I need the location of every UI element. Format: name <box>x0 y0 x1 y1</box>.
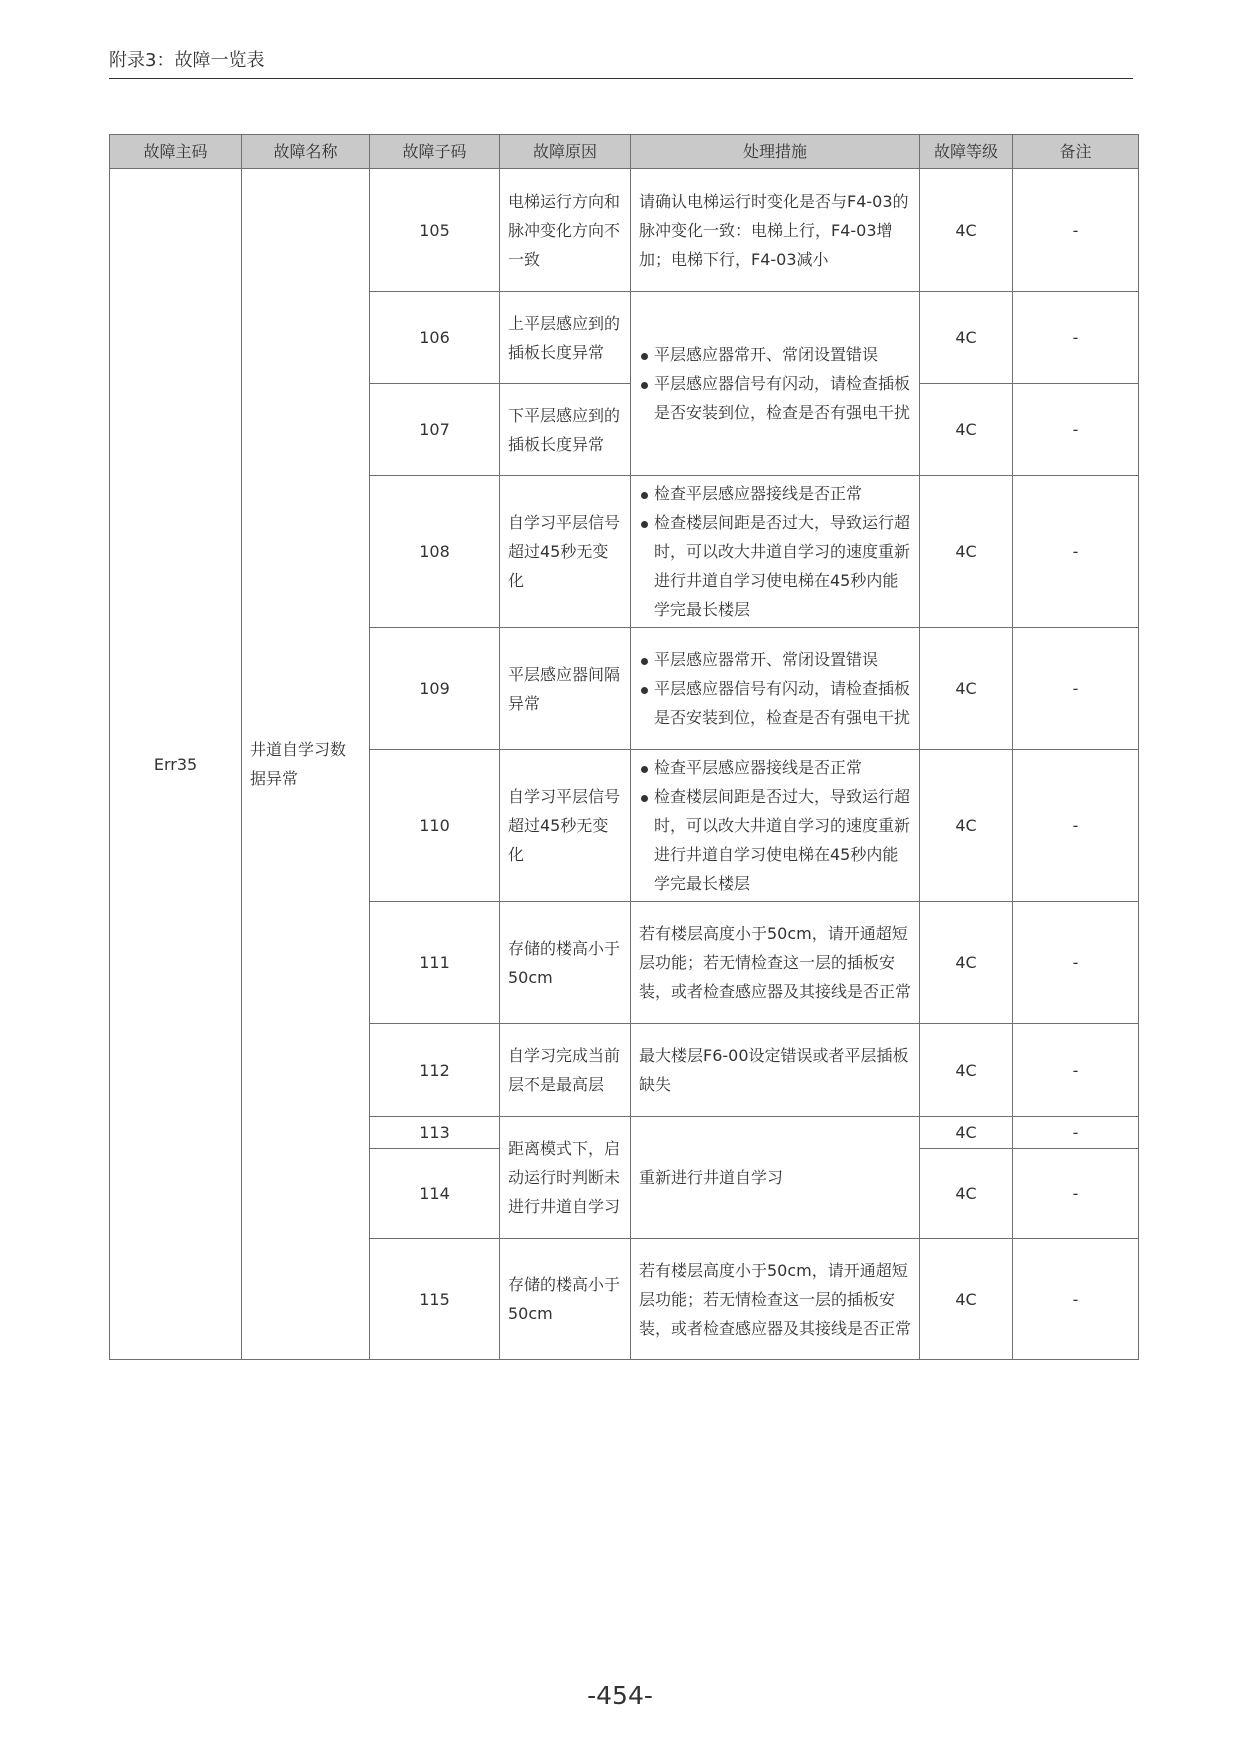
action-cell: 重新进行井道自学习 <box>631 1117 920 1239</box>
column-header-note: 备注 <box>1013 135 1139 169</box>
action-bullet: 平层感应器信号有闪动，请检查插板是否安装到位，检查是否有强电干扰 <box>639 369 911 427</box>
cause-cell: 上平层感应到的插板长度异常 <box>500 292 631 384</box>
note-cell: - <box>1013 1117 1139 1149</box>
sub-code-cell: 110 <box>370 750 500 902</box>
sub-code-cell: 106 <box>370 292 500 384</box>
level-cell: 4C <box>920 628 1013 750</box>
action-bullet: 检查楼层间距是否过大，导致运行超时，可以改大井道自学习的速度重新进行井道自学习使电梯在45秒内能学完最长楼层 <box>639 508 911 624</box>
action-cell: 若有楼层高度小于50cm，请开通超短层功能；若无情检查这一层的插板安装，或者检查感应器及其接线是否正常 <box>631 902 920 1024</box>
note-cell: - <box>1013 902 1139 1024</box>
level-cell: 4C <box>920 384 1013 476</box>
level-cell: 4C <box>920 169 1013 292</box>
sub-code-cell: 114 <box>370 1149 500 1239</box>
action-cell <box>631 476 920 628</box>
column-header-action: 处理措施 <box>631 135 920 169</box>
column-header-main-code: 故障主码 <box>110 135 242 169</box>
action-bullet-list <box>639 753 911 898</box>
fault-table <box>109 134 1139 1360</box>
sub-code-cell: 107 <box>370 384 500 476</box>
action-bullet: 平层感应器常开、常闭设置错误 <box>639 645 911 674</box>
action-bullet: 检查楼层间距是否过大，导致运行超时，可以改大井道自学习的速度重新进行井道自学习使电梯在45秒内能学完最长楼层 <box>639 782 911 898</box>
fault-name-cell: 井道自学习数据异常 <box>242 169 370 1360</box>
cause-cell: 距离模式下，启动运行时判断未进行井道自学习 <box>500 1117 631 1239</box>
sub-code-cell: 115 <box>370 1239 500 1360</box>
level-cell: 4C <box>920 750 1013 902</box>
action-cell <box>631 750 920 902</box>
sub-code-cell: 108 <box>370 476 500 628</box>
sub-code-cell: 109 <box>370 628 500 750</box>
action-bullet: 检查平层感应器接线是否正常 <box>639 753 911 782</box>
cause-cell: 存储的楼高小于50cm <box>500 902 631 1024</box>
page-number: -454- <box>587 1681 653 1710</box>
level-cell: 4C <box>920 476 1013 628</box>
main-code-cell: Err35 <box>110 169 242 1360</box>
sub-code-cell: 105 <box>370 169 500 292</box>
note-cell: - <box>1013 1024 1139 1117</box>
action-cell <box>631 628 920 750</box>
cause-cell: 平层感应器间隔异常 <box>500 628 631 750</box>
cause-cell: 下平层感应到的插板长度异常 <box>500 384 631 476</box>
action-cell: 若有楼层高度小于50cm，请开通超短层功能；若无情检查这一层的插板安装，或者检查感应器及其接线是否正常 <box>631 1239 920 1360</box>
note-cell: - <box>1013 169 1139 292</box>
column-header-cause: 故障原因 <box>500 135 631 169</box>
cause-cell: 存储的楼高小于50cm <box>500 1239 631 1360</box>
level-cell: 4C <box>920 902 1013 1024</box>
note-cell: - <box>1013 1149 1139 1239</box>
sub-code-cell: 113 <box>370 1117 500 1149</box>
level-cell: 4C <box>920 1117 1013 1149</box>
action-cell: 请确认电梯运行时变化是否与F4-03的脉冲变化一致：电梯上行，F4-03增加；电梯下行，F4-03减小 <box>631 169 920 292</box>
level-cell: 4C <box>920 1024 1013 1117</box>
action-bullet: 检查平层感应器接线是否正常 <box>639 479 911 508</box>
cause-cell: 自学习完成当前层不是最高层 <box>500 1024 631 1117</box>
running-header <box>109 48 1133 79</box>
table-row <box>110 169 1139 292</box>
level-cell: 4C <box>920 1149 1013 1239</box>
action-bullet: 平层感应器信号有闪动，请检查插板是否安装到位，检查是否有强电干扰 <box>639 674 911 732</box>
cause-cell: 自学习平层信号超过45秒无变化 <box>500 476 631 628</box>
action-bullet-list <box>639 645 911 732</box>
action-cell <box>631 292 920 476</box>
note-cell: - <box>1013 384 1139 476</box>
action-bullet: 平层感应器常开、常闭设置错误 <box>639 340 911 369</box>
note-cell: - <box>1013 628 1139 750</box>
note-cell: - <box>1013 476 1139 628</box>
note-cell: - <box>1013 1239 1139 1360</box>
action-bullet-list <box>639 340 911 427</box>
level-cell: 4C <box>920 1239 1013 1360</box>
note-cell: - <box>1013 292 1139 384</box>
action-bullet-list <box>639 479 911 624</box>
cause-cell: 自学习平层信号超过45秒无变化 <box>500 750 631 902</box>
cause-cell: 电梯运行方向和脉冲变化方向不一致 <box>500 169 631 292</box>
table-header-row <box>110 135 1139 169</box>
level-cell: 4C <box>920 292 1013 384</box>
column-header-level: 故障等级 <box>920 135 1013 169</box>
header-title: 附录3：故障一览表 <box>109 50 265 71</box>
column-header-sub-code: 故障子码 <box>370 135 500 169</box>
action-cell: 最大楼层F6-00设定错误或者平层插板缺失 <box>631 1024 920 1117</box>
sub-code-cell: 111 <box>370 902 500 1024</box>
column-header-fault-name: 故障名称 <box>242 135 370 169</box>
sub-code-cell: 112 <box>370 1024 500 1117</box>
note-cell: - <box>1013 750 1139 902</box>
